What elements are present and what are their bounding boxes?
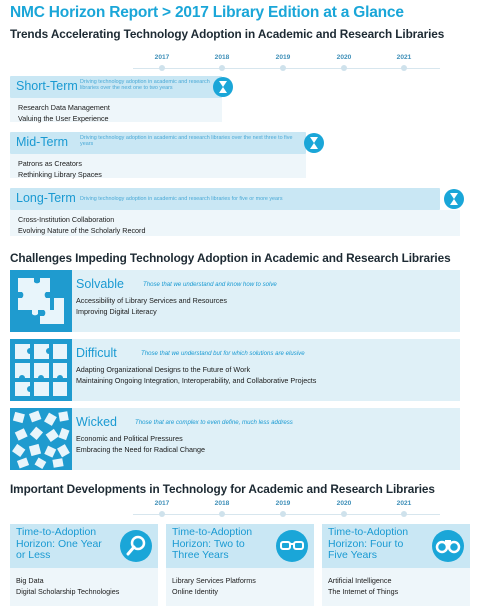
- short-term-description: Driving technology adoption in academic and research libraries over the next one to two years: [80, 79, 210, 92]
- year-label: 2021: [396, 54, 412, 61]
- horizon-title: [16, 527, 116, 562]
- glasses-icon: [276, 530, 308, 562]
- binoculars-icon: [432, 530, 464, 562]
- challenge-item: Economic and Political Pressures: [76, 434, 183, 443]
- long-term-bar: [10, 188, 440, 210]
- year-label: 2017: [154, 54, 170, 61]
- long-term-description: Driving technology adoption in academic and research libraries for five or more years: [80, 196, 283, 202]
- hourglass-icon: [213, 77, 233, 97]
- year-dot: [280, 65, 286, 71]
- horizon-title-line: or Less: [16, 549, 51, 561]
- year-label: 2017: [154, 500, 170, 507]
- year-dot: [219, 65, 225, 71]
- puzzle-wicked-icon: [10, 408, 72, 470]
- year-label: 2019: [275, 500, 291, 507]
- challenge-description: Those that we understand but for which solutions are elusive: [141, 350, 305, 357]
- challenge-difficult: [10, 339, 460, 401]
- year-dot: [341, 65, 347, 71]
- timeline-line: [133, 68, 440, 69]
- year-label: 2021: [396, 500, 412, 507]
- horizon-card-one-year: [10, 524, 158, 606]
- horizon-title-line: Three Years: [172, 549, 229, 561]
- trend-item: Patrons as Creators: [18, 159, 82, 168]
- year-label: 2020: [336, 54, 352, 61]
- trends-heading: Trends Accelerating Technology Adoption in Academic and Research Libraries: [10, 27, 445, 41]
- year-dot: [159, 511, 165, 517]
- short-term-label: Short-Term: [16, 79, 78, 93]
- year-label: 2018: [214, 54, 230, 61]
- long-term-label: Long-Term: [16, 191, 76, 205]
- challenge-item: Accessibility of Library Services and Resources: [76, 296, 227, 305]
- year-dot: [401, 511, 407, 517]
- year-label: 2018: [214, 500, 230, 507]
- development-item: Digital Scholarship Technologies: [16, 586, 120, 596]
- year-dot: [401, 65, 407, 71]
- trend-item: Research Data Management: [18, 103, 110, 112]
- horizon-title-line: Horizon: One Year: [16, 537, 102, 550]
- short-term-bar: [10, 76, 222, 98]
- horizon-card-header: [10, 524, 158, 568]
- mid-term-label: Mid-Term: [16, 135, 69, 149]
- development-item: Library Services Platforms: [172, 576, 256, 585]
- year-label: 2020: [336, 500, 352, 507]
- short-term-items: [10, 98, 222, 122]
- magnifier-icon: [120, 530, 152, 562]
- hourglass-icon: [304, 133, 324, 153]
- horizon-title-line: Horizon: Four to: [328, 537, 404, 550]
- development-item: Artificial Intelligence: [328, 576, 392, 585]
- timeline-line: [133, 514, 440, 515]
- year-dot: [219, 511, 225, 517]
- horizon-title-line: Time-to-Adoption: [172, 526, 253, 538]
- challenge-name: Wicked: [76, 415, 117, 429]
- challenge-solvable: [10, 270, 460, 332]
- mid-term-description: Driving technology adoption in academic and research libraries over the next three to five years: [80, 135, 293, 148]
- development-item: The Internet of Things: [328, 586, 399, 596]
- hourglass-icon: [444, 189, 464, 209]
- timeline-trends: [0, 54, 480, 74]
- trend-item: Evolving Nature of the Scholarly Record: [18, 225, 146, 235]
- challenge-item: Embracing the Need for Radical Change: [76, 444, 206, 454]
- horizon-title-line: Time-to-Adoption: [16, 526, 97, 538]
- year-label: 2019: [275, 54, 291, 61]
- challenge-name: Difficult: [76, 346, 117, 360]
- year-dot: [341, 511, 347, 517]
- mid-term-items: [10, 154, 306, 178]
- horizon-title-line: Time-to-Adoption: [328, 526, 409, 538]
- development-item: Online Identity: [172, 586, 218, 596]
- horizon-title-line: Five Years: [328, 549, 378, 561]
- trend-item: Rethinking Library Spaces: [18, 169, 102, 179]
- horizon-card-header: [166, 524, 314, 568]
- horizon-card-header: [322, 524, 470, 568]
- long-term-items: [10, 210, 460, 236]
- trend-item: Cross-Institution Collaboration: [18, 215, 115, 224]
- horizon-title: [172, 527, 272, 562]
- year-dot: [280, 511, 286, 517]
- mid-term-bar: [10, 132, 306, 154]
- horizon-card-four-five: [322, 524, 470, 606]
- horizon-title-line: Horizon: Two to: [172, 537, 245, 550]
- timeline-developments: [0, 500, 480, 520]
- horizon-title: [328, 527, 428, 562]
- development-item: Big Data: [16, 576, 44, 585]
- year-dot: [159, 65, 165, 71]
- challenges-heading: Challenges Impeding Technology Adoption in Academic and Research Libraries: [10, 251, 451, 265]
- challenge-description: Those that are complex to even define, much less address: [135, 419, 293, 426]
- puzzle-difficult-icon: [10, 339, 72, 401]
- challenge-name: Solvable: [76, 277, 124, 291]
- puzzle-solvable-icon: [10, 270, 72, 332]
- challenge-item: Adapting Organizational Designs to the Future of Work: [76, 365, 251, 374]
- page-title: NMC Horizon Report > 2017 Library Edition at a Glance: [10, 4, 404, 21]
- horizon-card-two-three: [166, 524, 314, 606]
- challenge-item: Maintaining Ongoing Integration, Interoperability, and Collaborative Projects: [76, 375, 317, 385]
- trend-item: Valuing the User Experience: [18, 113, 109, 123]
- developments-heading: Important Developments in Technology for Academic and Research Libraries: [10, 482, 435, 496]
- challenge-wicked: [10, 408, 460, 470]
- challenge-description: Those that we understand and know how to solve: [143, 281, 277, 288]
- challenge-item: Improving Digital Literacy: [76, 306, 157, 316]
